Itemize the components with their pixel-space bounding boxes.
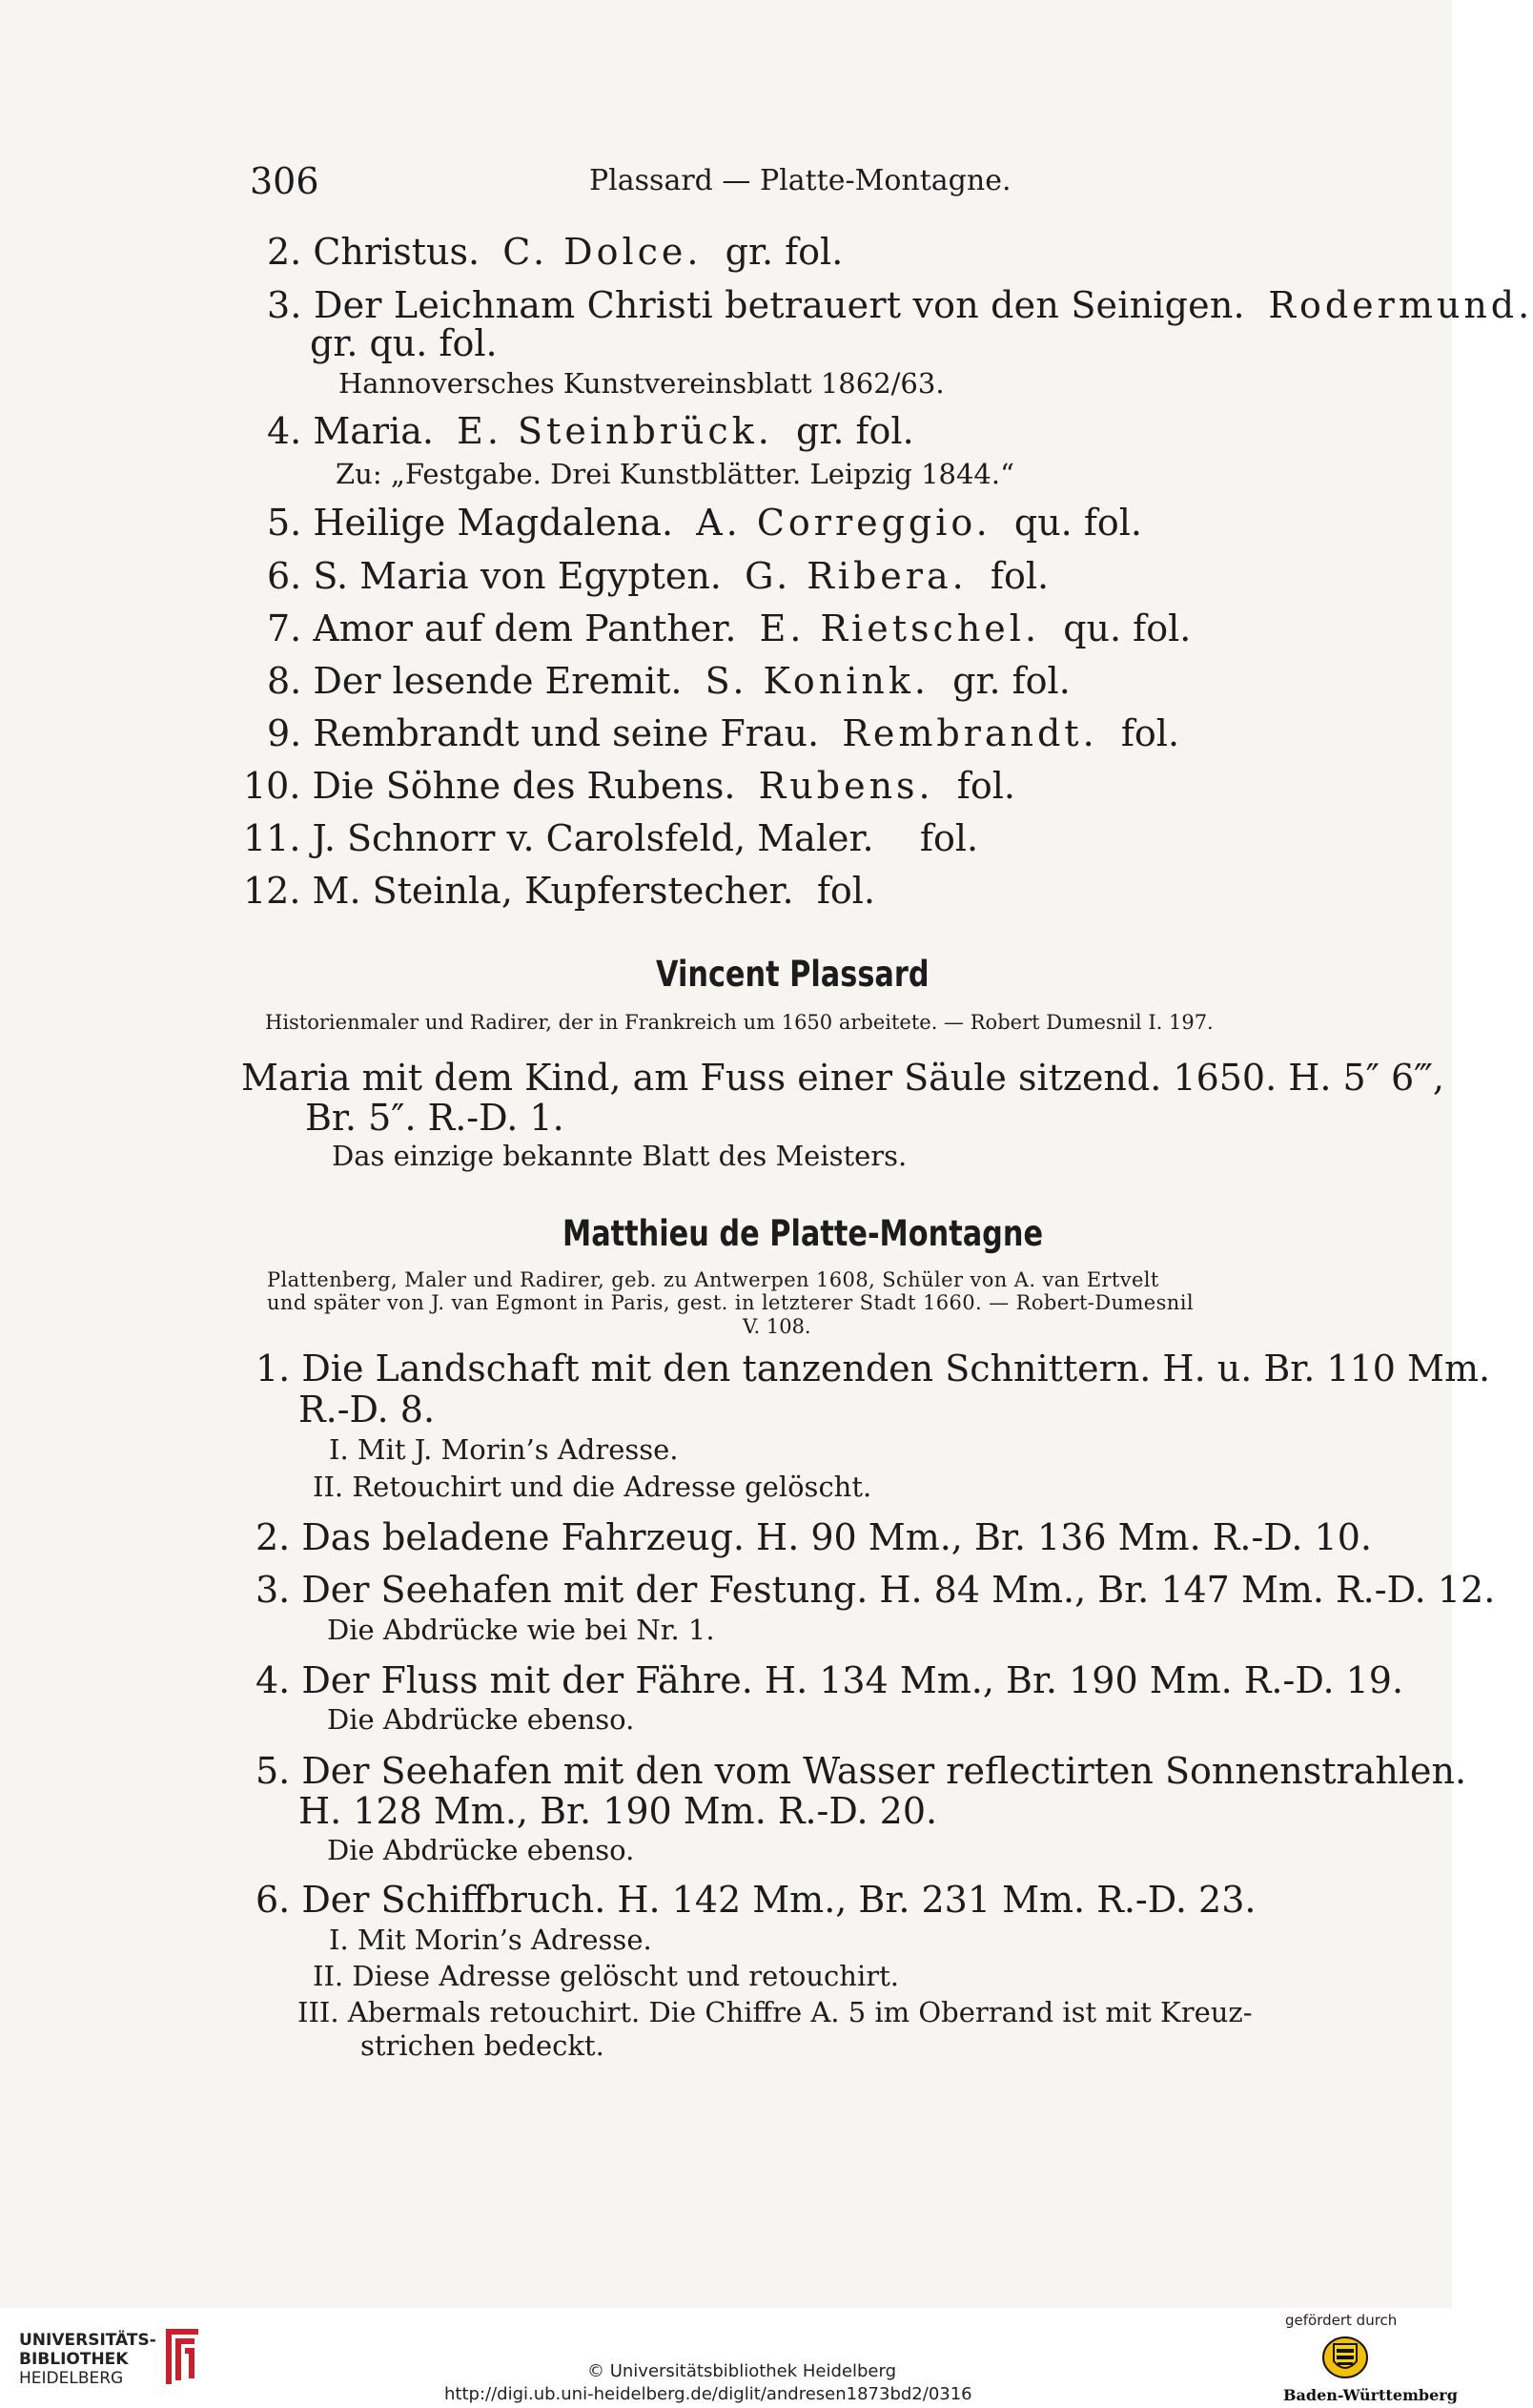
section-bio: V. 108. — [743, 1315, 811, 1338]
list-item: 8. Der lesende Eremit. S. Konink. gr. fol. — [267, 660, 1071, 702]
list-item-note: Zu: „Festgabe. Drei Kunstblätter. Leipzig 1844.“ — [336, 458, 1014, 490]
page-number: 306 — [250, 160, 319, 202]
section-bio: und später von J. van Egmont in Paris, gest. in letzterer Stadt 1660. — Robert-Dumesnil — [267, 1291, 1194, 1314]
list-item: 10. Die Söhne des Rubens. Rubens. fol. — [243, 765, 1015, 807]
entry-line: R.-D. 8. — [298, 1389, 436, 1430]
list-item: 7. Amor auf dem Panther. E. Rietschel. qu. fol. — [267, 607, 1192, 649]
entry-note: I. Mit J. Morin’s Adresse. — [329, 1433, 679, 1466]
entry-note: II. Retouchirt und die Adresse gelöscht. — [313, 1471, 872, 1503]
entry-note: I. Mit Morin’s Adresse. — [329, 1924, 652, 1956]
entry-line: 1. Die Landschaft mit den tanzenden Schnittern. H. u. Br. 110 Mm. — [256, 1348, 1491, 1389]
entry-note: Die Abdrücke ebenso. — [327, 1703, 635, 1736]
entry-note: strichen bedeckt. — [360, 2029, 604, 2062]
list-item: 3. Der Leichnam Christi betrauert von den Seinigen. Rodermund. — [267, 284, 1533, 326]
list-item: 9. Rembrandt und seine Frau. Rembrandt. fol. — [267, 712, 1180, 754]
list-item: 4. Maria. E. Steinbrück. gr. fol. — [267, 410, 914, 452]
entry-note: III. Abermals retouchirt. Die Chiffre A. 5 im Oberrand ist mit Kreuz- — [297, 1996, 1253, 2028]
funded-by-text: gefördert durch — [1285, 2312, 1398, 2329]
permalink[interactable]: http://digi.ub.uni-heidelberg.de/diglit/andresen1873bd2/0316 — [444, 2384, 972, 2404]
entry-line: 4. Der Fluss mit der Fähre. H. 134 Mm., Br. 190 Mm. R.-D. 19. — [256, 1659, 1404, 1701]
copyright-text: © Universitätsbibliothek Heidelberg — [587, 2361, 897, 2381]
footer — [0, 2308, 1458, 2408]
list-item: 12. M. Steinla, Kupferstecher. fol. — [243, 870, 875, 912]
library-logo-icon — [153, 2325, 206, 2388]
list-item: 2. Christus. C. Dolce. gr. fol. — [267, 231, 844, 273]
entry-line: Br. 5″. R.-D. 1. — [305, 1097, 564, 1139]
list-item: 6. S. Maria von Egypten. G. Ribera. fol. — [267, 555, 1050, 597]
coat-of-arms-icon — [1321, 2335, 1369, 2380]
entry-note: Das einzige bekannte Blatt des Meisters. — [332, 1140, 908, 1172]
running-title: Plassard — Platte-Montagne. — [589, 164, 1012, 197]
entry-line: 6. Der Schiffbruch. H. 142 Mm., Br. 231 Mm. R.-D. 23. — [256, 1879, 1257, 1921]
funder-name: Baden-Württemberg — [1283, 2386, 1458, 2404]
entry-line: Maria mit dem Kind, am Fuss einer Säule sitzend. 1650. H. 5″ 6‴, — [241, 1057, 1445, 1099]
section-heading: Matthieu de Platte-Montagne — [562, 1213, 1044, 1254]
list-item: 11. J. Schnorr v. Carolsfeld, Maler. fol. — [243, 817, 979, 859]
section-heading: Vincent Plassard — [656, 954, 930, 995]
entry-line: 2. Das beladene Fahrzeug. H. 90 Mm., Br. 136 Mm. R.-D. 10. — [256, 1516, 1372, 1558]
entry-line: H. 128 Mm., Br. 190 Mm. R.-D. 20. — [298, 1790, 938, 1832]
library-logo-text: UNIVERSITÄTS- BIBLIOTHEK HEIDELBERG — [19, 2331, 156, 2388]
list-item-note: Hannoversches Kunstvereinsblatt 1862/63. — [338, 367, 945, 400]
entry-line: 3. Der Seehafen mit der Festung. H. 84 Mm., Br. 147 Mm. R.-D. 12. — [256, 1569, 1496, 1611]
entry-line: 5. Der Seehafen mit den vom Wasser reflectirten Sonnenstrahlen. — [256, 1750, 1467, 1792]
section-bio: Historienmaler und Radirer, der in Frankreich um 1650 arbeitete. — Robert Dumesnil I. 197. — [265, 1011, 1214, 1034]
list-item-continuation: gr. qu. fol. — [310, 322, 498, 364]
section-bio: Plattenberg, Maler und Radirer, geb. zu Antwerpen 1608, Schüler von A. van Ertvelt — [267, 1268, 1159, 1291]
entry-note: II. Diese Adresse gelöscht und retouchirt. — [313, 1960, 899, 1992]
list-item: 5. Heilige Magdalena. A. Correggio. qu. fol. — [267, 502, 1143, 544]
list-item — [243, 922, 266, 964]
entry-note: Die Abdrücke wie bei Nr. 1. — [327, 1614, 715, 1646]
entry-note: Die Abdrücke ebenso. — [327, 1834, 635, 1866]
